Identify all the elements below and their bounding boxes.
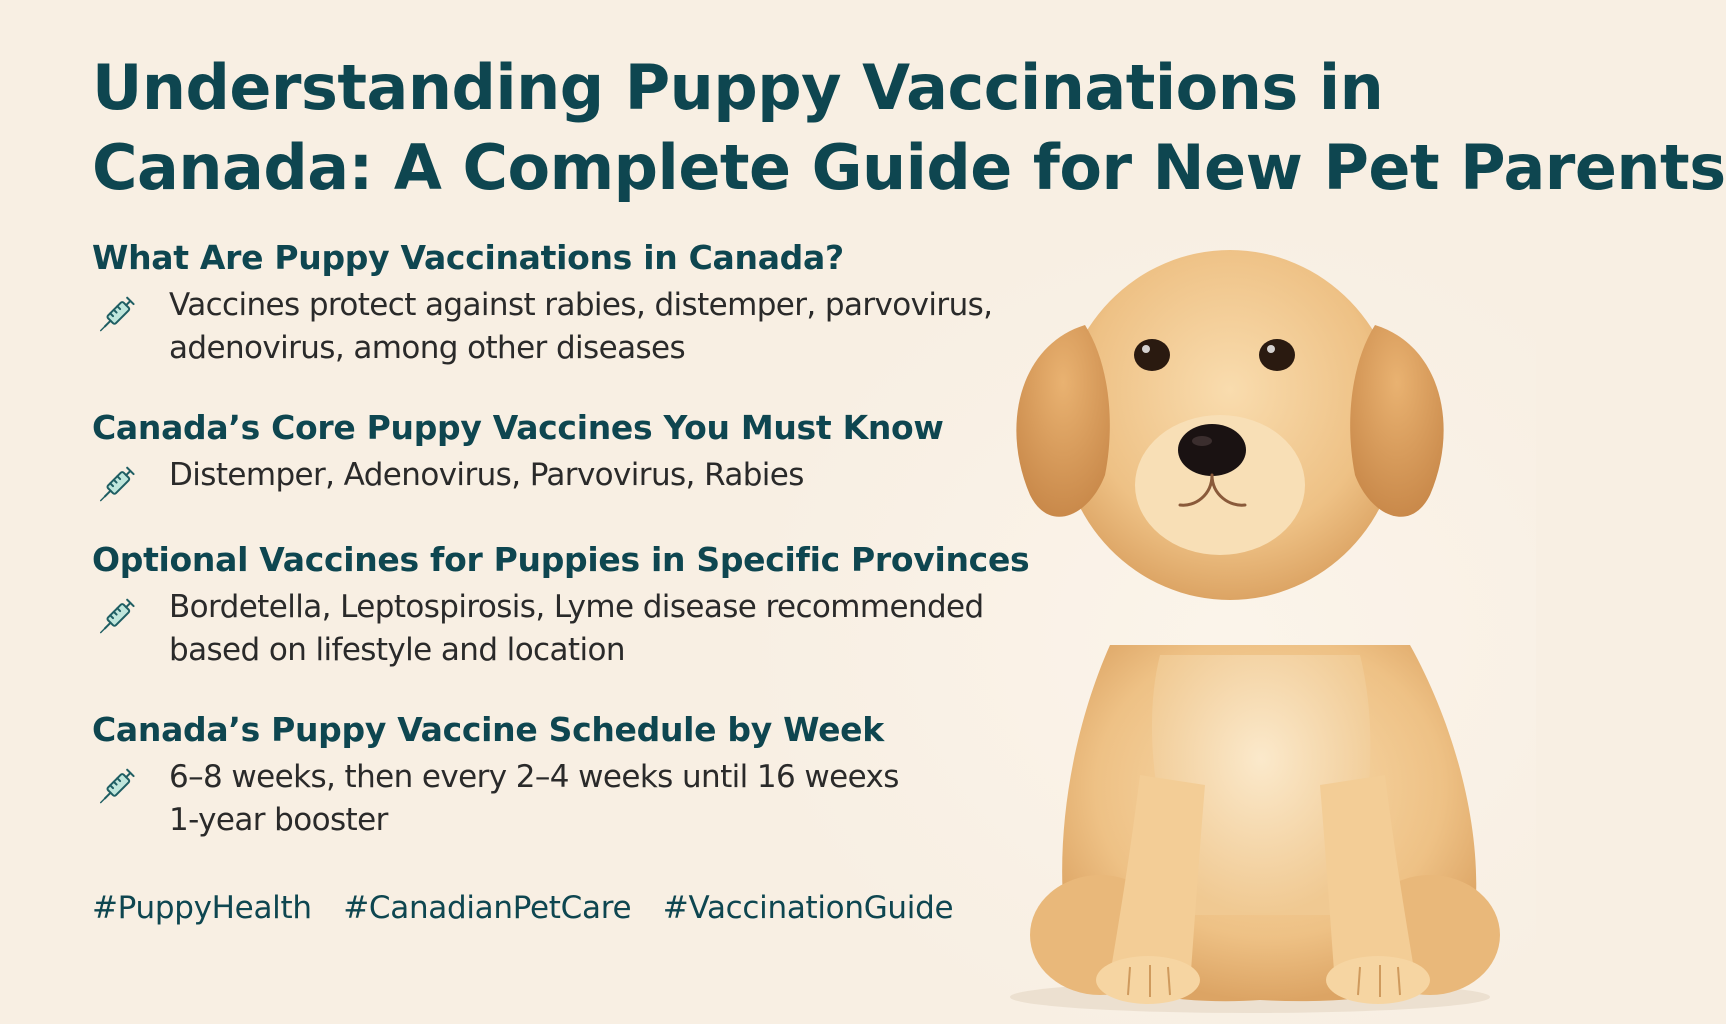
title-line-1: Understanding Puppy Vaccinations in bbox=[92, 51, 1384, 124]
section-optional-vaccines bbox=[92, 538, 1032, 672]
section-core-vaccines bbox=[92, 406, 1032, 497]
hashtag: #CanadianPetCare bbox=[343, 890, 632, 926]
hashtag: #PuppyHealth bbox=[92, 890, 312, 926]
section-vaccine-schedule bbox=[92, 708, 1032, 842]
section-heading: Canada’s Core Puppy Vaccines You Must Know bbox=[92, 408, 944, 447]
syringe-icon bbox=[92, 288, 144, 340]
page-title bbox=[92, 48, 1726, 208]
bullet-item bbox=[92, 284, 1032, 370]
bullet-text-line: based on lifestyle and location bbox=[169, 632, 625, 668]
hashtag: #VaccinationGuide bbox=[662, 890, 954, 926]
syringe-icon bbox=[92, 760, 144, 812]
bullet-text-line: 6–8 weeks, then every 2–4 weeks until 16 weexs bbox=[169, 759, 899, 795]
bullet-text-line: Distemper, Adenovirus, Parvovirus, Rabies bbox=[169, 457, 804, 493]
bullet-item bbox=[92, 586, 1032, 672]
bullet-text-line: 1-year booster bbox=[169, 802, 388, 838]
bullet-text-line: adenovirus, among other diseases bbox=[169, 330, 686, 366]
puppy-image bbox=[990, 215, 1536, 1015]
bullet-text-line: Vaccines protect against rabies, distemper, parvovirus, bbox=[169, 287, 993, 323]
bullet-item bbox=[92, 454, 1032, 497]
bullet-text-line: Bordetella, Leptospirosis, Lyme disease recommended bbox=[169, 589, 984, 625]
title-line-2: Canada: A Complete Guide for New Pet Parents bbox=[92, 131, 1726, 204]
hashtag-row bbox=[92, 886, 975, 930]
syringe-icon bbox=[92, 590, 144, 642]
bullet-item bbox=[92, 756, 1032, 842]
section-what-are-vaccinations bbox=[92, 236, 1032, 370]
syringe-icon bbox=[92, 458, 144, 510]
section-heading: Optional Vaccines for Puppies in Specific Provinces bbox=[92, 540, 1030, 579]
section-heading: Canada’s Puppy Vaccine Schedule by Week bbox=[92, 710, 884, 749]
section-heading: What Are Puppy Vaccinations in Canada? bbox=[92, 238, 844, 277]
